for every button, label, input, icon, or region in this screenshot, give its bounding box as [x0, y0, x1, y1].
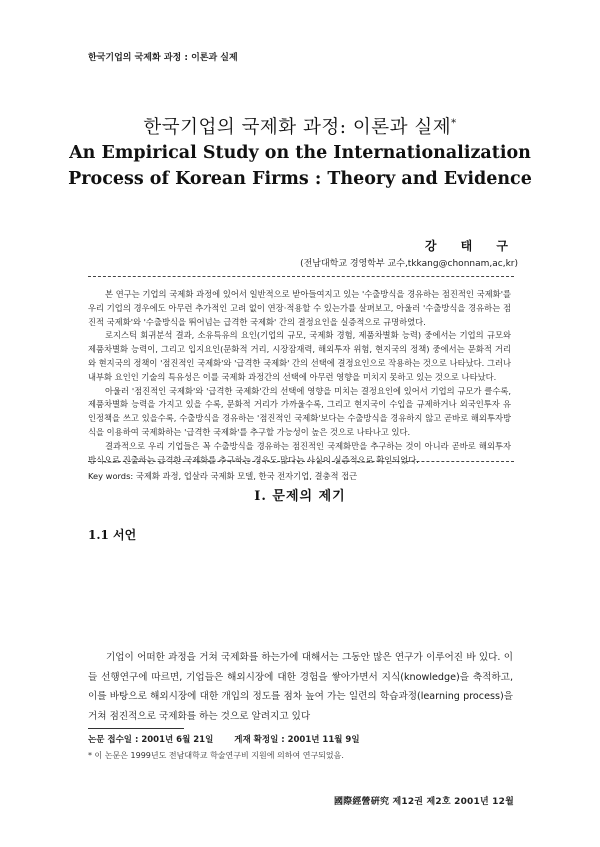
- body-text: [88, 648, 513, 726]
- subsection-heading: 1.1 서언: [88, 528, 137, 542]
- abstract-top-divider: [88, 276, 514, 277]
- title-english: An Empirical Study on the Internationalization Process of Korean Firms : Theory and Evidence: [68, 143, 532, 189]
- running-header: 한국기업의 국제화 과정 : 이론과 실제: [88, 53, 238, 63]
- submission-dates: [88, 733, 378, 745]
- abstract-paragraph-4: 결과적으로 우리 기업들은 꼭 수출방식을 경유하는 점진적인 국제화만을 추구하는 것이 아니라 곧바로 해외투자방식으로 진출하는 급격한 국제화를 추구하는 경우도 많다는 사실이 실증적으로 확인되었다.: [88, 440, 511, 465]
- abstract-paragraph-3: 아울러 '점진적인 국제화'와 '급격한 국제화'간의 선택에 영향을 미치는 결정요인에 있어서 기업의 규모가 클수록, 제품차별화 능력을 가지고 있을 수록, 문화적 거리가 가까울수록, 그리고 현지국이 수입을 규제하거나 외국인투자 유인정책을 쓰고 있을수록, 수출방식을 경유하는 '점진적인 국제화'보다는 수출방식을 경유하지 않고 곧바로 해외투자방식을 이용하여 국제화하는 '급격한 국제화'를 추구할 가능성이 높은 것으로 나타나고 있다.: [88, 385, 511, 437]
- abstract-paragraph-2: 로지스틱 회귀분석 결과, 소유특유의 요인(기업의 규모, 국제화 경험, 제품차별화 능력) 중에서는 기업의 규모와 제품차별화 능력이, 그리고 입지요인(문화적 거리, 시장잠재력, 해외투자 위험, 현지국의 정책) 중에서는 문화적 거리와 현지국의 정책이 '점진적인 국제화'와 '급격한 국제화' 간의 선택에 결정요인으로 작용하는 것으로 나타났다. 그러나 내부화 요인인 기술의 특유성은 이를 국제화 과정간의 선택에 아무런 영향을 미치지 못하고 있는 것으로 나타났다.: [88, 330, 511, 382]
- title-korean-text: 한국기업의 국제화 과정: 이론과 실제: [143, 117, 452, 138]
- author-affiliation: (전남대학교 경영학부 교수,tkkang@chonnam,ac,kr): [300, 259, 518, 269]
- keywords: Key words: 국제화 과정, 업살라 국제화 모델, 한국 전자기업, 결충적 접근: [88, 471, 358, 481]
- title-korean: [0, 113, 600, 139]
- section-heading: Ⅰ. 문제의 제기: [254, 489, 346, 504]
- author-name: 강 태 구: [424, 239, 518, 253]
- journal-info: 國際經營硏究 제12권 제2호 2001년 12월: [333, 797, 514, 807]
- body-paragraph: 기업이 어떠한 과정을 거쳐 국제화를 하는가에 대해서는 그동안 많은 연구가 이루어진 바 있다. 이들 선행연구에 따르면, 기업들은 해외시장에 대한 경험을 쌓아가면서 지식(knowledge)을 축적하고, 이를 바탕으로 해외시장에 대한 개입의 정도를 점차 높여 가는 일련의 학습과정(learning process)을 거쳐 점진적으로 국제화를 하는 것으로 알려지고 있다: [88, 652, 513, 722]
- accepted-date: 게재 확정일 : 2001년 11월 9일: [234, 735, 360, 745]
- abstract-bottom-divider: [88, 461, 514, 462]
- footnote-divider: [88, 728, 184, 729]
- title-footnote-mark: *: [451, 117, 457, 129]
- received-date: 논문 접수일 : 2001년 6월 21일: [88, 735, 214, 745]
- abstract-paragraph-1: 본 연구는 기업의 국제화 과정에 있어서 일반적으로 받아들여지고 있는 '수출방식을 경유하는 점진적인 국제화'를 우리 기업의 경우에도 아무런 추가적인 고려 없이 연장·적용할 수 있는가를 살펴보고, 아울러 '수출방식을 경유하는 점진적 국제화'와 '수출방식을 뛰어넘는 급격한 국제화' 간의 결정요인을 실증적으로 규명하였다.: [88, 289, 511, 327]
- footnote: * 이 논문은 1999년도 전남대학교 학술연구비 지원에 의하여 연구되었음.: [88, 751, 344, 760]
- abstract: [88, 288, 511, 467]
